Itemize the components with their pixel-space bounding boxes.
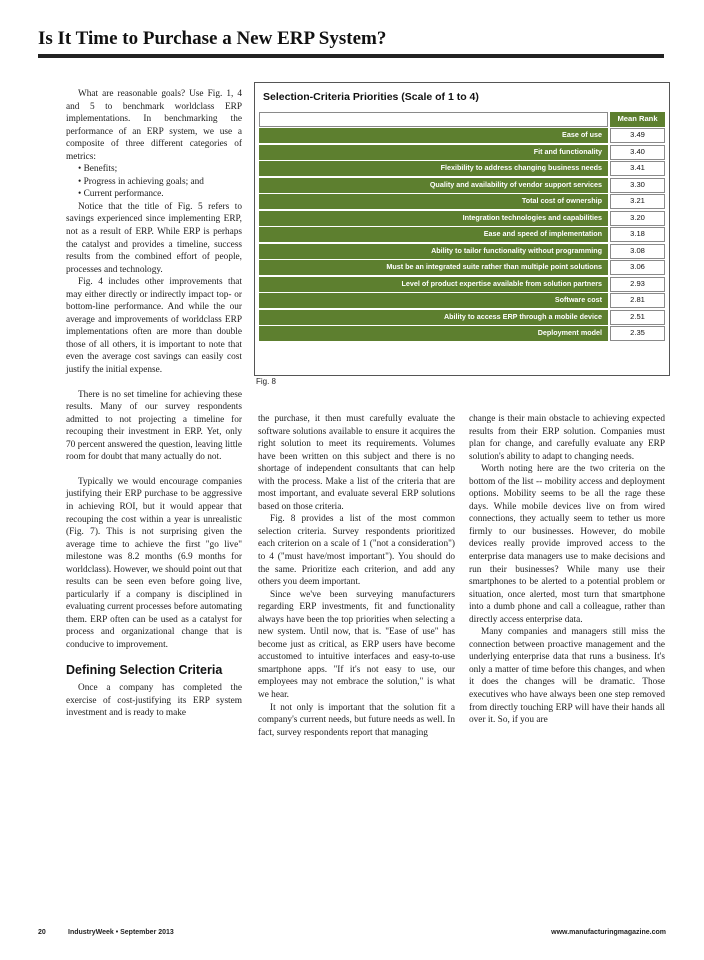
criterion-value: 2.51 xyxy=(610,310,665,325)
table-row xyxy=(259,260,665,275)
selection-criteria-figure xyxy=(254,82,670,376)
criterion-value: 3.06 xyxy=(610,260,665,275)
paragraph: Worth noting here are the two criteria on the bottom of the list -- mobility access and deployment options. Mobility seems to be all the rage these days. While mobile devices live on from wired connections, they actually seem to tether us more firmly to our businesses. However, do mobile devices really provide improved access to the enterprise data managers use to make decisions and run their businesses? While many use their smartphones to be alerted to a potential problem or situation, once alerted, most turn that smartphone into a dumb phone and call a colleague, rather than directly access enterprise data. xyxy=(469,464,665,625)
criterion-value: 2.81 xyxy=(610,293,665,308)
table-row xyxy=(259,178,665,193)
website-url: www.manufacturingmagazine.com xyxy=(551,929,666,936)
criterion-value: 3.20 xyxy=(610,211,665,226)
paragraph: Many companies and managers still miss the connection between proactive management and the underlying enterprise data that runs a business. It's only a matter of time before this changes, and when it does the changes will be dramatic. Those executives who have always been one step removed from directly touching ERP will have their hands all over it. So, if you are xyxy=(469,627,665,726)
table-row xyxy=(259,310,665,325)
paragraph: Typically we would encourage companies justifying their ERP purchase to be aggressive in achieving ROI, but it would appear that recouping the cost within a year is unrealistic (Fig. 7). This is not surprising given the average time to achieve the first "go live" milestone was 8.2 months (6.9 months for worldclass). However, we should point out that results can be seen even before going live, particularly if a company is disciplined in evaluating current processes before automating them. ERP often can be used as a catalyst for process and organizational change that is conducive to improvement. xyxy=(66,476,242,650)
bullet-list xyxy=(66,163,242,201)
page-footer xyxy=(38,929,666,943)
list-item: • Progress in achieving goals; and xyxy=(78,176,242,189)
criterion-label: Software cost xyxy=(259,293,608,308)
paragraph: There is no set timeline for achieving these results. Many of our survey respondents admitted to not projecting a timeline for recouping their investment in ERP. Yet, only 70 percent answered the question, leaving little room for doubt that many actually do not. xyxy=(66,389,242,463)
criterion-value: 2.93 xyxy=(610,277,665,292)
table-row xyxy=(259,244,665,259)
paragraph: Since we've been surveying manufacturers regarding ERP investments, fit and functionality always have been the top priorities when selecting a new system. Until now, that is. "Ease of use" has become just as critical, as ERP users have become accustomed to intuitive interfaces and easy-to-use smartphone apps. "If it's not easy to use, our employees may not embrace the solution," is what we hear. xyxy=(258,589,455,701)
table-row xyxy=(259,128,665,143)
figure-title: Selection-Criteria Priorities (Scale of 1 to 4) xyxy=(263,91,479,103)
list-item: • Current performance. xyxy=(78,188,242,201)
section-heading: Defining Selection Criteria xyxy=(66,662,223,677)
page-header xyxy=(38,28,664,58)
table-row xyxy=(259,161,665,176)
table-header-blank xyxy=(259,112,608,127)
criterion-value: 3.41 xyxy=(610,161,665,176)
paragraph: change is their main obstacle to achieving expected results from their ERP solution. Companies must plan for change, and carefully evaluate any ERP solution's ability to adapt to changing needs. xyxy=(469,414,665,462)
criterion-value: 3.40 xyxy=(610,145,665,160)
table-row xyxy=(259,293,665,308)
table-row xyxy=(259,211,665,226)
paragraph: Fig. 4 includes other improvements that may either directly or indirectly impact top- or bottom-line performance. And while the our average and improvements of worldclass ERP implementations often are more than double those of all others, it is important to note that even the average cost savings can easily cost justify the initial expense. xyxy=(66,277,242,376)
criterion-label: Ease and speed of implementation xyxy=(259,227,608,242)
article-column-2 xyxy=(258,413,455,739)
table-header-row xyxy=(259,112,665,127)
table-row xyxy=(259,277,665,292)
criterion-label: Total cost of ownership xyxy=(259,194,608,209)
table-row xyxy=(259,194,665,209)
criterion-label: Fit and functionality xyxy=(259,145,608,160)
paragraph: Once a company has completed the exercise of cost-justifying its ERP system investment and is ready to make xyxy=(66,683,242,719)
criterion-value: 3.21 xyxy=(610,194,665,209)
article-column-1 xyxy=(66,88,242,720)
criterion-label: Ability to access ERP through a mobile device xyxy=(259,310,608,325)
paragraph: the purchase, it then must carefully evaluate the software solutions available to ensure it acquires the right solution to meet its requirements. Volumes have been written on this subject and there is no shortage of independent consultants that can help with the process. Make a list of the criteria that are most important, and evaluate several ERP solutions based on those criteria. xyxy=(258,414,455,512)
criterion-label: Level of product expertise available from solution partners xyxy=(259,277,608,292)
criterion-label: Deployment model xyxy=(259,326,608,341)
criterion-value: 3.49 xyxy=(610,128,665,143)
criterion-value: 2.35 xyxy=(610,326,665,341)
criterion-value: 3.08 xyxy=(610,244,665,259)
article-column-3 xyxy=(469,413,665,727)
criterion-label: Quality and availability of vendor support services xyxy=(259,178,608,193)
paragraph: Notice that the title of Fig. 5 refers to savings experienced since implementing ERP, not as a result of ERP. While ERP is perhaps the catalyst and provides a timeline, success results from the combined effort of people, processes and technology. xyxy=(66,201,242,275)
criterion-label: Ease of use xyxy=(259,128,608,143)
table-row xyxy=(259,145,665,160)
list-item: • Benefits; xyxy=(78,163,242,176)
table-row xyxy=(259,326,665,341)
publication-name: IndustryWeek • September 2013 xyxy=(68,929,174,936)
criterion-value: 3.18 xyxy=(610,227,665,242)
criterion-value: 3.30 xyxy=(610,178,665,193)
criterion-label: Must be an integrated suite rather than multiple point solutions xyxy=(259,260,608,275)
paragraph: Fig. 8 provides a list of the most common selection criteria. Survey respondents prioritized each criterion on a scale of 1 ("not a consideration") to 4 ("must have/most important"). You should do the same. Prioritize each criterion, and add any others you deem important. xyxy=(258,514,455,588)
table-header-mean-rank: Mean Rank xyxy=(610,112,665,127)
criterion-label: Flexibility to address changing business needs xyxy=(259,161,608,176)
table-row xyxy=(259,227,665,242)
criteria-table xyxy=(259,112,665,343)
article-title: Is It Time to Purchase a New ERP System? xyxy=(38,28,387,49)
criterion-label: Ability to tailor functionality without programming xyxy=(259,244,608,259)
figure-caption: Fig. 8 xyxy=(256,377,277,386)
paragraph: It not only is important that the solution fit a company's current needs, but future needs as well. In fact, survey respondents report that managing xyxy=(258,702,455,738)
paragraph: What are reasonable goals? Use Fig. 1, 4 and 5 to benchmark worldclass ERP implementations. In benchmarking the performance of an ERP system, we use a composite of three different categories of metrics: xyxy=(66,89,242,162)
criterion-label: Integration technologies and capabilities xyxy=(259,211,608,226)
page-number: 20 xyxy=(38,929,46,936)
